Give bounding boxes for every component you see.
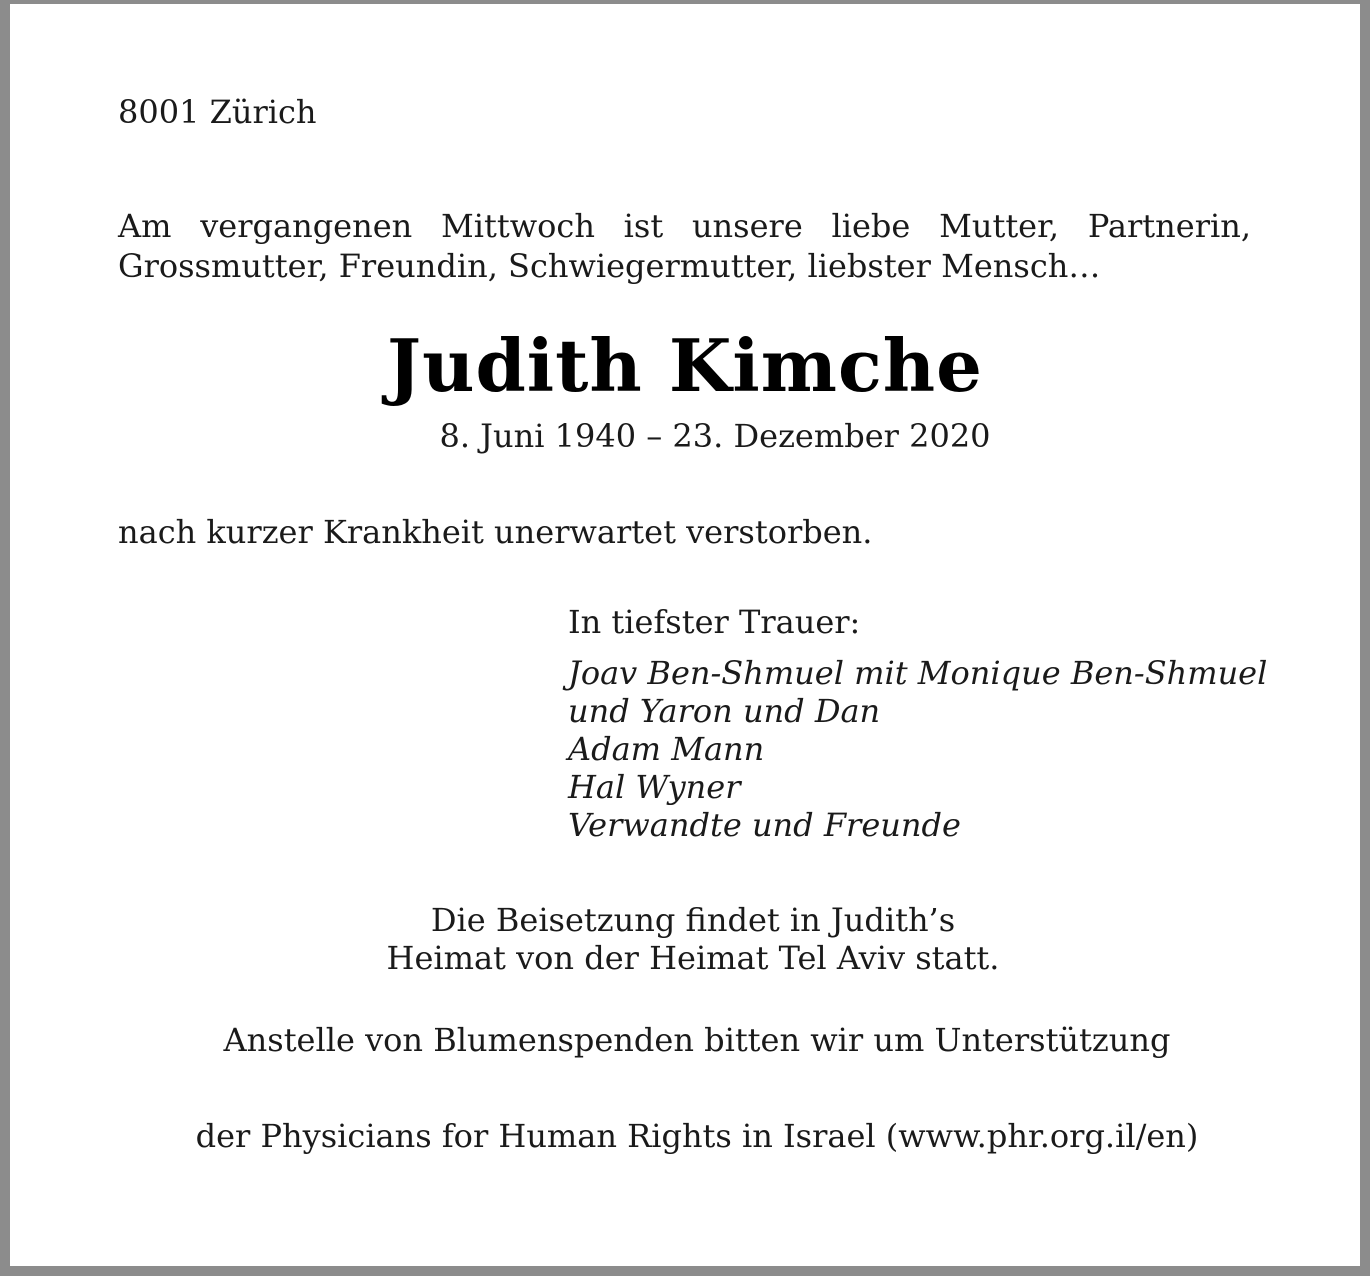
cause-statement: nach kurzer Krankheit unerwartet verstorben. (118, 513, 873, 551)
mourners-list (568, 654, 1267, 844)
mourner-line: und Yaron und Dan (568, 692, 881, 730)
address: 8001 Zürich (118, 93, 317, 131)
mourning-heading: In tiefster Trauer: (568, 603, 861, 641)
donation-line-2: der Physicians for Human Rights in Israel (www.phr.org.il/en) (195, 1117, 1199, 1155)
life-dates: 8. Juni 1940 – 23. Dezember 2020 (439, 417, 991, 455)
burial-line-1: Die Beisetzung findet in Judith’s (430, 901, 956, 939)
mourner-line: Joav Ben-Shmuel mit Monique Ben-Shmuel (568, 654, 1268, 692)
mourner-line: Hal Wyner (568, 768, 741, 806)
mourner-line: Verwandte und Freunde (568, 806, 961, 844)
mourner-line: Adam Mann (568, 730, 765, 768)
burial-line-2: Heimat von der Heimat Tel Aviv statt. (386, 939, 1000, 977)
deceased-name: Judith Kimche (387, 323, 983, 408)
donation-line-1: Anstelle von Blumenspenden bitten wir um Unterstützung (223, 1021, 1171, 1059)
intro-paragraph: Am vergangenen Mittwoch ist unsere liebe Mutter, Partnerin, Grossmutter, Freundin, Schwiegermutter, liebster Mensch… (118, 207, 1251, 285)
